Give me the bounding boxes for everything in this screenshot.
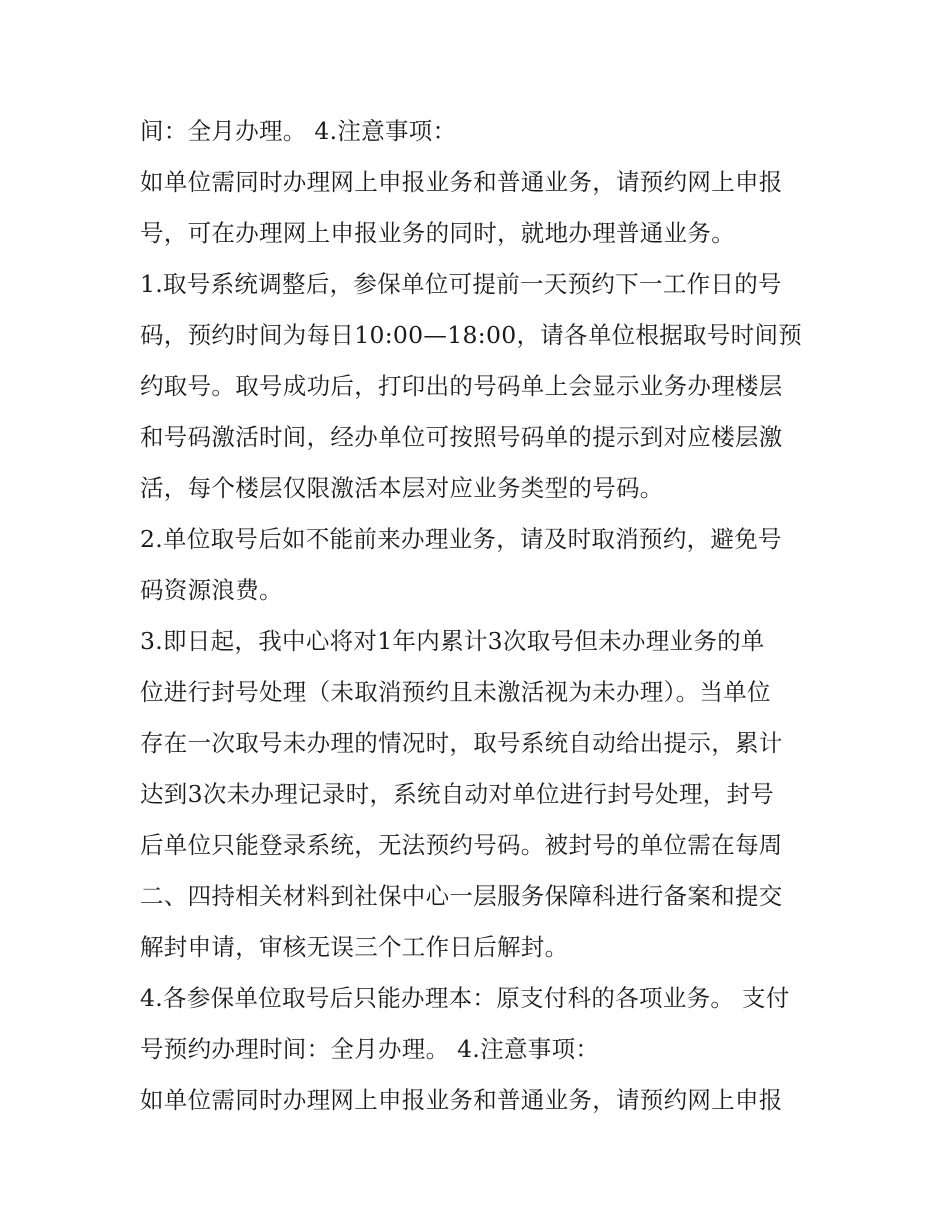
text-line: 二、四持相关材料到社保中心一层服务保障科进行备案和提交 xyxy=(140,882,783,910)
text-line: 2.单位取号后如不能前来办理业务，请及时取消预约，避免号 xyxy=(140,525,782,553)
text-line: 存在一次取号未办理的情况时，取号系统自动给出提示，累计 xyxy=(140,729,783,757)
text-line: 达到3次未办理记录时，系统自动对单位进行封号处理，封号 xyxy=(140,780,775,808)
text-line: 3.即日起，我中心将对1年内累计3次取号但未办理业务的单 xyxy=(140,627,765,655)
text-line: 后单位只能登录系统，无法预约号码。被封号的单位需在每周 xyxy=(140,831,783,859)
text-line: 和号码激活时间，经办单位可按照号码单的提示到对应楼层激 xyxy=(140,423,783,451)
text-line: 1.取号系统调整后，参保单位可提前一天预约下一工作日的号 xyxy=(140,270,782,298)
text-line: 约取号。取号成功后，打印出的号码单上会显示业务办理楼层 xyxy=(140,372,783,400)
text-line: 4.各参保单位取号后只能办理本：原支付科的各项业务。 支付 xyxy=(140,984,790,1012)
text-line: 码，预约时间为每日10:00—18:00，请各单位根据取号时间预 xyxy=(140,321,803,349)
text-line: 活，每个楼层仅限激活本层对应业务类型的号码。 xyxy=(140,474,664,502)
text-line: 号预约办理时间：全月办理。 4.注意事项： xyxy=(140,1035,600,1063)
text-line: 码资源浪费。 xyxy=(140,576,283,604)
text-line: 如单位需同时办理网上申报业务和普通业务，请预约网上申报 xyxy=(140,168,783,196)
document-body xyxy=(140,106,820,1126)
text-line: 号，可在办理网上申报业务的同时，就地办理普通业务。 xyxy=(140,219,735,247)
text-line: 位进行封号处理（未取消预约且未激活视为未办理）。当单位 xyxy=(140,678,771,706)
text-line: 间：全月办理。 4.注意事项： xyxy=(140,117,457,145)
text-line: 如单位需同时办理网上申报业务和普通业务，请预约网上申报 xyxy=(140,1086,783,1114)
text-line: 解封申请，审核无误三个工作日后解封。 xyxy=(140,933,569,961)
